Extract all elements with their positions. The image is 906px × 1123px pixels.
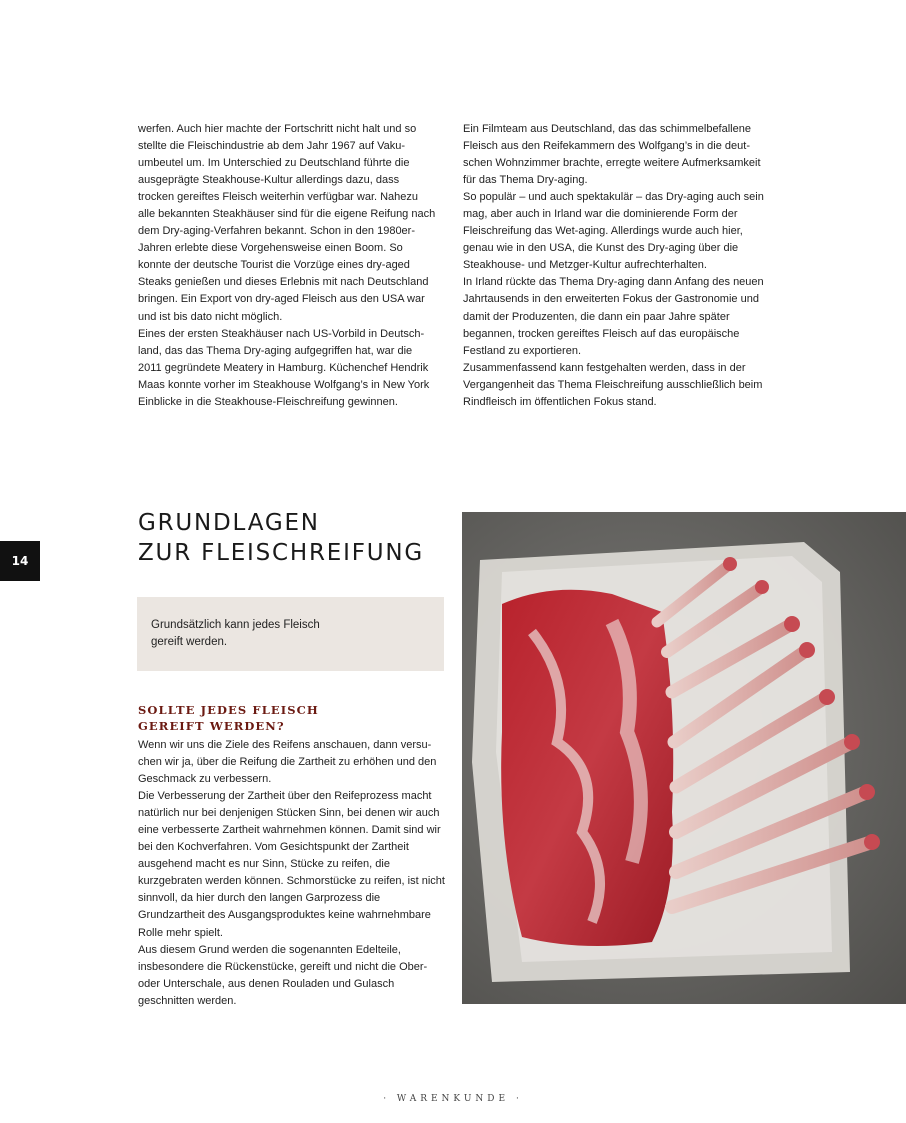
rack-of-meat: [501, 590, 673, 946]
section-body: [138, 737, 446, 1010]
section-heading-line-2: ZUR FLEISCHREIFUNG: [138, 540, 424, 566]
subheading: [138, 702, 319, 734]
subheading-line-1: SOLLTE JEDES FLEISCH: [138, 703, 319, 717]
intro-column-left: [138, 121, 438, 411]
intro-right-paragraph-1: Ein Filmteam aus Deutschland, das das schimmelbefallene Fleisch aus den Reifekammern des Wolfgang’s in die deutschen Wohnzimmer brachte, erregte weitere Aufmerksamkeit für das Thema Dry-aging.: [463, 123, 761, 187]
meat-illustration: [462, 512, 906, 1004]
section-heading-line-1: GRUNDLAGEN: [138, 510, 320, 536]
intro-column-right: [463, 121, 767, 411]
page-number-tab: [0, 541, 40, 581]
section-heading: [138, 508, 424, 568]
callout-box: [137, 597, 444, 671]
rack-of-meat-photo: [462, 512, 906, 1004]
subheading-line-2: GEREIFT WERDEN?: [138, 719, 285, 733]
intro-right-paragraph-2: So populär – und auch spektakulär – das Dry-aging auch sein mag, aber auch in Irland war die dominierende Form der Fleischreifung das Wet-aging. Allerdings wurde auch hier, genau wie in den USA, die Kunst des Dry-aging über die Steakhouse- und Metzger-Kultur aufrechterhalten.: [463, 191, 764, 272]
page-number: 14: [11, 554, 29, 568]
page-footer: · WARENKUNDE ·: [383, 1094, 523, 1104]
callout-text: Grundsätzlich kann jedes Fleisch gereift werden.: [151, 619, 320, 648]
intro-right-paragraph-4: Zusammenfassend kann festgehalten werden, dass in der Vergangenheit das Thema Fleischreifung ausschließlich beim Rindfleisch im öffentlichen Fokus stand.: [463, 361, 763, 408]
intro-right-paragraph-3: In Irland rückte das Thema Dry-aging dann Anfang des neuen Jahrtausends in den erweiterten Fokus der Gastronomie und damit der Produzenten, die dann ein paar Jahre später begannen, trocken gereiftes Fleisch auf das europäische Festland zu exportieren.: [463, 276, 764, 357]
intro-left-paragraph-1: werfen. Auch hier machte der Fortschritt nicht halt und so stellte die Fleischindustrie ab dem Jahr 1967 auf Vakuumbeutel um. Im Unterschied zu Deutschland führte die ausgeprägte Steakhouse-Kultur allerdings dazu, dass trocken gereiftes Fleisch weiterhin verfügbar war. Nahezu alle bekannten Steakhäuser sind für die eigene Reifung nach dem Dry-aging-Verfahren bekannt. Schon in den 1980er-Jahren erlebte diese Vorgehensweise einen Boom. So konnte der deutsche Tourist die Vorzüge eines dry-aged Steaks genießen und dieses Erlebnis mit nach Deutschland bringen. Ein Export von dry-aged Fleisch aus den USA war und ist bis dato nicht möglich.: [138, 123, 436, 323]
section-paragraph-1: Wenn wir uns die Ziele des Reifens anschauen, dann versuchen wir ja, über die Reifung die Zartheit zu erhöhen und den Geschmack zu verbessern.: [138, 739, 437, 786]
section-paragraph-3: Aus diesem Grund werden die sogenannten Edelteile, insbesondere die Rückenstücke, gereift und nicht die Ober- oder Unterschale, aus denen Rouladen und Gulasch geschnitten werden.: [138, 943, 428, 1007]
intro-left-paragraph-2: Eines der ersten Steakhäuser nach US-Vorbild in Deutschland, das das Thema Dry-aging aufgegriffen hat, war die 2011 gegründete Meatery in Hamburg. Küchenchef Hendrik Maas konnte vorher im Steakhouse Wolfgang’s in New York Einblicke in die Steakhouse-Fleischreifung gewinnen.: [138, 327, 430, 408]
section-paragraph-2: Die Verbesserung der Zartheit über den Reifeprozess macht natürlich nur bei denjenigen Stücken Sinn, bei denen wir auch eine verbesserte Zartheit wahrnehmen können. Damit sind wir bei den Kochverfahren. Vom Gesichtspunkt der Zartheit ausgehend macht es nur Sinn, Stücke zu reifen, die kurzgebraten werden können. Schmorstücke zu reifen, ist nicht sinnvoll, da hier durch den langen Garprozess die Grundzartheit des Ausgangsproduktes keine wahrnehmbare Rolle mehr spielt.: [138, 790, 445, 939]
